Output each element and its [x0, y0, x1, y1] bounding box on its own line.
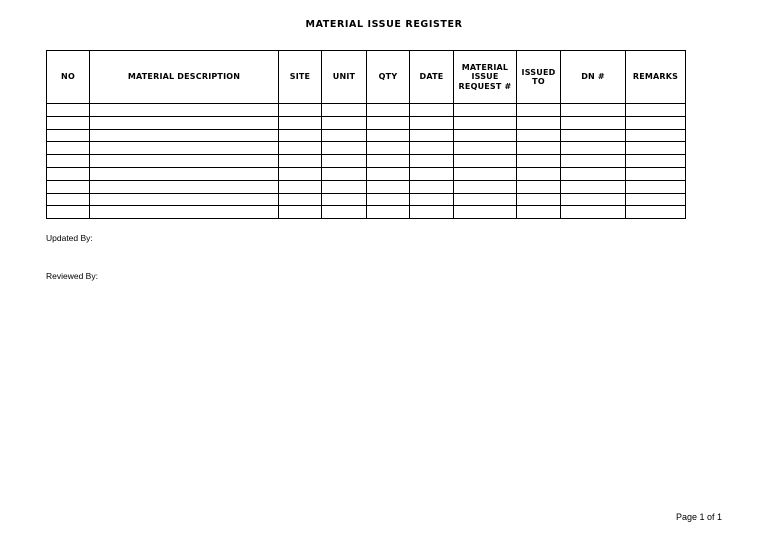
- table-cell: [279, 116, 322, 129]
- table-cell: [90, 167, 279, 180]
- table-cell: [454, 206, 517, 219]
- table-cell: [626, 180, 686, 193]
- updated-by-label: Updated By:: [46, 233, 93, 243]
- table-cell: [90, 206, 279, 219]
- table-cell: [454, 142, 517, 155]
- table-cell: [626, 104, 686, 117]
- table-cell: [367, 167, 410, 180]
- table-cell: [90, 116, 279, 129]
- table-cell: [626, 129, 686, 142]
- table-cell: [322, 116, 367, 129]
- table-row: [47, 167, 686, 180]
- table-cell: [367, 104, 410, 117]
- table-cell: [517, 142, 561, 155]
- table-cell: [90, 104, 279, 117]
- table-row: [47, 206, 686, 219]
- column-header-unit: UNIT: [322, 51, 367, 104]
- table-cell: [90, 193, 279, 206]
- table-cell: [279, 180, 322, 193]
- table-cell: [322, 193, 367, 206]
- table-row: [47, 155, 686, 168]
- table-cell: [517, 155, 561, 168]
- table-row: [47, 142, 686, 155]
- table-cell: [410, 116, 454, 129]
- table-cell: [279, 193, 322, 206]
- document-title: MATERIAL ISSUE REGISTER: [305, 19, 463, 30]
- column-header-site: SITE: [279, 51, 322, 104]
- table-cell: [47, 155, 90, 168]
- table-cell: [47, 206, 90, 219]
- table-cell: [47, 180, 90, 193]
- table-cell: [561, 206, 626, 219]
- table-cell: [410, 167, 454, 180]
- table-cell: [517, 116, 561, 129]
- table-cell: [367, 116, 410, 129]
- table-cell: [517, 129, 561, 142]
- table-cell: [561, 104, 626, 117]
- table-row: [47, 193, 686, 206]
- table-cell: [561, 116, 626, 129]
- table-cell: [561, 193, 626, 206]
- table-cell: [454, 155, 517, 168]
- table-cell: [517, 193, 561, 206]
- table-cell: [561, 129, 626, 142]
- column-header-qty: QTY: [367, 51, 410, 104]
- table-cell: [454, 104, 517, 117]
- table-cell: [279, 129, 322, 142]
- column-header-dn: DN #: [561, 51, 626, 104]
- table-cell: [410, 129, 454, 142]
- table-cell: [322, 142, 367, 155]
- table-cell: [410, 104, 454, 117]
- table-cell: [322, 129, 367, 142]
- table-cell: [322, 180, 367, 193]
- table-cell: [454, 180, 517, 193]
- table-cell: [410, 206, 454, 219]
- table-cell: [47, 193, 90, 206]
- table-cell: [90, 155, 279, 168]
- table-cell: [517, 180, 561, 193]
- table-cell: [367, 206, 410, 219]
- table-cell: [47, 142, 90, 155]
- table-cell: [47, 167, 90, 180]
- table-row: [47, 104, 686, 117]
- table-cell: [367, 180, 410, 193]
- table-cell: [454, 193, 517, 206]
- column-header-remarks: REMARKS: [626, 51, 686, 104]
- table-cell: [367, 129, 410, 142]
- table-cell: [322, 206, 367, 219]
- table-cell: [454, 129, 517, 142]
- table-cell: [47, 129, 90, 142]
- table-cell: [410, 193, 454, 206]
- register-table: [46, 50, 686, 219]
- table-cell: [626, 193, 686, 206]
- table-cell: [279, 206, 322, 219]
- table-cell: [279, 142, 322, 155]
- column-header-material-description: MATERIAL DESCRIPTION: [90, 51, 279, 104]
- table-cell: [561, 167, 626, 180]
- table-row: [47, 180, 686, 193]
- table-cell: [626, 142, 686, 155]
- table-cell: [279, 155, 322, 168]
- reviewed-by-label: Reviewed By:: [46, 271, 98, 281]
- table-cell: [47, 104, 90, 117]
- table-cell: [454, 116, 517, 129]
- table-cell: [626, 116, 686, 129]
- table-cell: [90, 129, 279, 142]
- page-number: Page 1 of 1: [675, 512, 722, 522]
- table-cell: [517, 206, 561, 219]
- table-cell: [367, 193, 410, 206]
- table-cell: [410, 142, 454, 155]
- table-cell: [454, 167, 517, 180]
- column-header-no: NO: [47, 51, 90, 104]
- table-row: [47, 129, 686, 142]
- table-cell: [561, 180, 626, 193]
- table-row: [47, 116, 686, 129]
- column-header-date: DATE: [410, 51, 454, 104]
- table-cell: [322, 104, 367, 117]
- table-cell: [322, 167, 367, 180]
- table-cell: [279, 167, 322, 180]
- table-cell: [322, 155, 367, 168]
- table-cell: [517, 167, 561, 180]
- table-cell: [626, 206, 686, 219]
- table-cell: [410, 155, 454, 168]
- table-header-row: [47, 51, 686, 104]
- table-cell: [367, 155, 410, 168]
- column-header-issued-to: ISSUED TO: [517, 51, 561, 104]
- table-cell: [517, 104, 561, 117]
- table-cell: [626, 155, 686, 168]
- table-cell: [90, 180, 279, 193]
- table-cell: [90, 142, 279, 155]
- table-cell: [367, 142, 410, 155]
- table-cell: [47, 116, 90, 129]
- table-cell: [561, 155, 626, 168]
- register-body: [47, 104, 686, 219]
- table-cell: [279, 104, 322, 117]
- table-cell: [561, 142, 626, 155]
- table-cell: [410, 180, 454, 193]
- column-header-material-issue-request: MATERIAL ISSUE REQUEST #: [454, 51, 517, 104]
- table-cell: [626, 167, 686, 180]
